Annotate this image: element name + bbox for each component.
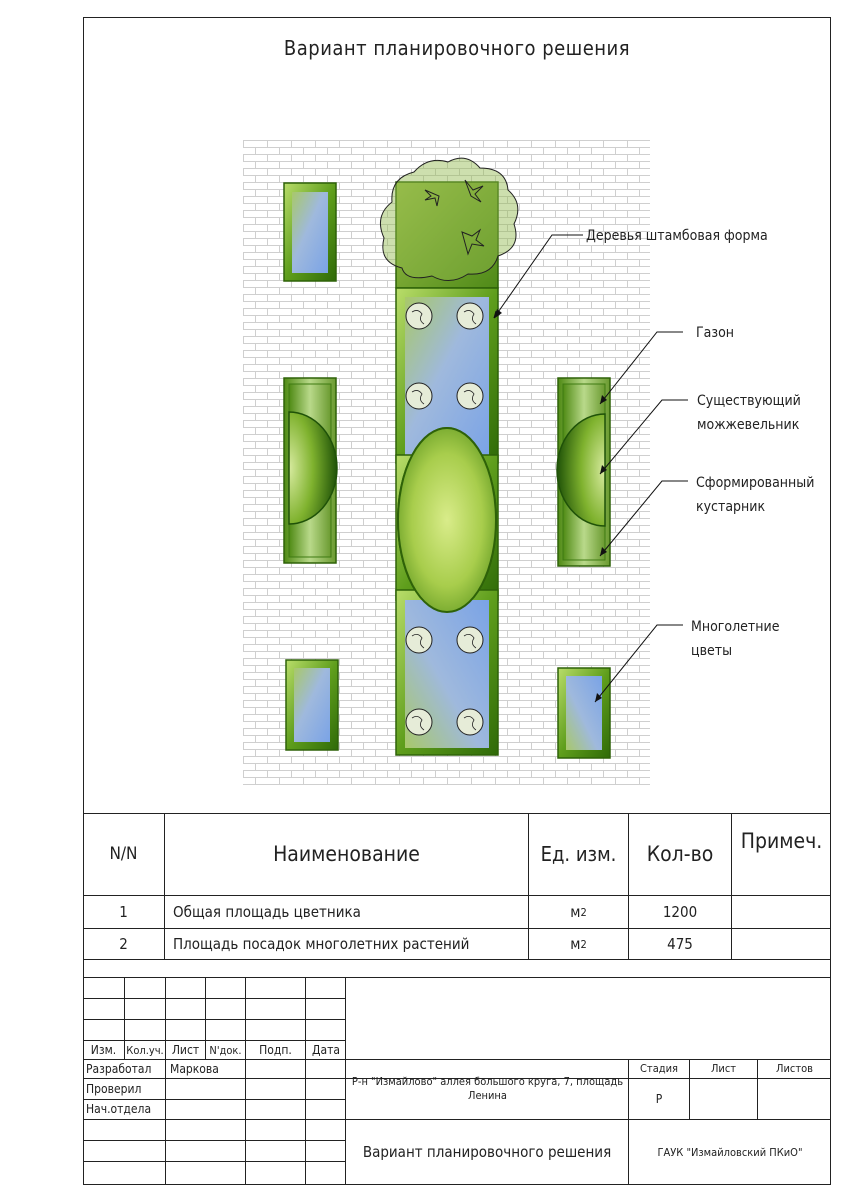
drawing-name: Вариант планировочного решения bbox=[362, 1143, 612, 1161]
row2-num: 2 bbox=[119, 935, 128, 953]
flower-bed-bottom-left bbox=[286, 660, 338, 750]
dept-head-label: Нач.отдела bbox=[86, 1102, 152, 1116]
row1-num: 1 bbox=[119, 903, 128, 921]
organization: ГАУК "Измайловский ПКиО" bbox=[657, 1145, 803, 1159]
label-flowers-2: цветы bbox=[691, 643, 733, 659]
label-juniper-1: Существующий bbox=[697, 393, 801, 409]
juniper-bed-left bbox=[284, 378, 337, 563]
label-juniper-2: можжевельник bbox=[697, 417, 800, 433]
header-name: Наименование bbox=[273, 842, 420, 866]
col-podp: Подп. bbox=[259, 1043, 292, 1057]
label-trees: Деревья штамбовая форма bbox=[586, 228, 768, 244]
label-shrub-2: кустарник bbox=[696, 499, 766, 515]
row1-note bbox=[732, 896, 831, 928]
flower-bed-top-left bbox=[284, 183, 336, 281]
header-qty: Кол-во bbox=[646, 842, 714, 866]
checked-label: Проверил bbox=[86, 1082, 142, 1096]
row1-unit: м 2 bbox=[570, 903, 587, 921]
row2-note bbox=[732, 929, 831, 959]
label-flowers-1: Многолетние bbox=[691, 619, 780, 635]
label-lawn: Газон bbox=[696, 325, 735, 341]
sheet-label: Лист bbox=[710, 1062, 737, 1075]
label-shrub-1: Сформированный bbox=[696, 475, 815, 491]
developer-name: Маркова bbox=[170, 1061, 219, 1076]
plan-drawing bbox=[83, 100, 831, 800]
stage-label: Стадия bbox=[640, 1062, 678, 1075]
header-unit: Ед. изм. bbox=[540, 842, 617, 866]
developed-label: Разработал bbox=[86, 1061, 152, 1076]
header-num: N/N bbox=[109, 844, 138, 864]
header-note: Примеч. bbox=[740, 829, 823, 853]
stage-value: Р bbox=[655, 1092, 663, 1106]
row2-unit: м 2 bbox=[570, 935, 587, 953]
row2-qty: 475 bbox=[667, 935, 693, 953]
col-ndok: N'док. bbox=[209, 1043, 242, 1057]
sheets-label: Листов bbox=[776, 1062, 813, 1075]
flower-bed-bottom-right bbox=[558, 668, 610, 758]
col-data: Дата bbox=[312, 1043, 340, 1057]
col-koluch: Кол.уч. bbox=[126, 1043, 164, 1057]
col-list: Лист bbox=[171, 1043, 200, 1057]
row2-name: Площадь посадок многолетних растений bbox=[173, 935, 470, 953]
col-izm: Изм. bbox=[90, 1043, 117, 1057]
drawing-title: Вариант планировочного решения bbox=[283, 36, 631, 60]
central-bed bbox=[380, 158, 517, 755]
project-description: Р-н "Измайлово" аллея большого круга, 7, площадь Ленина bbox=[351, 1075, 624, 1102]
row1-name: Общая площадь цветника bbox=[173, 903, 361, 921]
row1-qty: 1200 bbox=[662, 903, 698, 921]
